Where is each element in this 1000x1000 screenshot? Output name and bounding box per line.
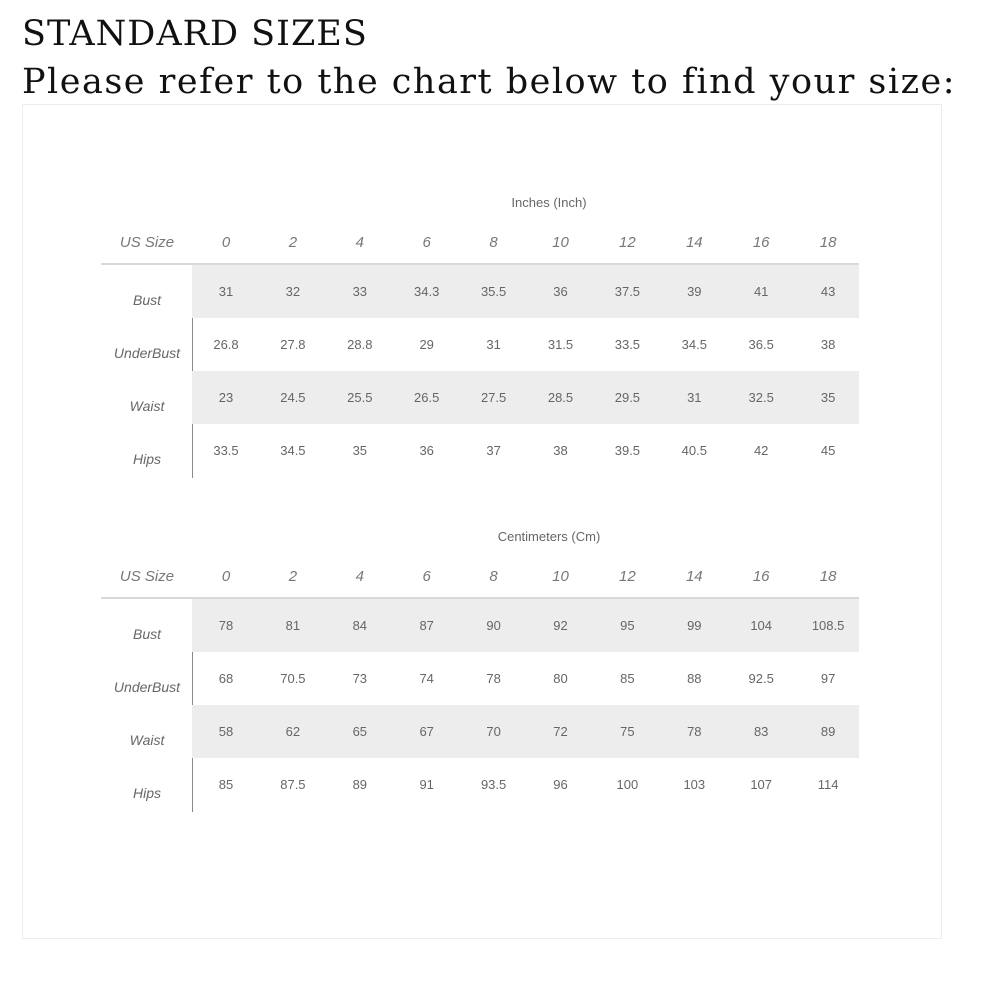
table-cell: 93.5 (480, 777, 507, 792)
measurement-label: UnderBust (113, 345, 181, 361)
size-chart-panel (22, 104, 942, 939)
size-header-cell: 16 (752, 234, 770, 251)
table-cell: 90 (486, 618, 501, 633)
table-cell: 29.5 (614, 390, 641, 405)
table-cell: 73 (352, 671, 368, 686)
size-header-cell: 18 (819, 568, 837, 585)
table-cell: 34.5 (681, 337, 707, 352)
table-caption: Centimeters (Cm) (497, 529, 601, 544)
table-cell: 31 (486, 337, 501, 352)
table-cell: 34.3 (414, 284, 440, 299)
table-cell: 78 (687, 724, 702, 739)
table-cell: 32.5 (748, 390, 774, 405)
size-header-cell: 18 (819, 234, 837, 251)
table-cell: 42 (753, 443, 769, 458)
table-cell: 75 (620, 724, 635, 739)
table-cell: 87.5 (280, 777, 306, 792)
size-header-cell: 16 (752, 568, 770, 585)
page-subtitle: Please refer to the chart below to find your size: (22, 62, 957, 102)
size-header-cell: 14 (685, 568, 703, 585)
table-cell: 62 (285, 724, 301, 739)
table-cell: 58 (218, 724, 234, 739)
table-cell: 70.5 (280, 671, 306, 686)
table-cell: 36 (553, 284, 568, 299)
size-header-cell: 4 (355, 568, 364, 585)
table-cell: 97 (820, 671, 836, 686)
table-cell: 99 (687, 618, 702, 633)
table-cell: 36.5 (748, 337, 774, 352)
table-cell: 78 (218, 618, 234, 633)
table-cell: 81 (285, 618, 301, 633)
size-header-cell: 2 (288, 234, 298, 251)
size-header-cell: 0 (221, 234, 231, 251)
measurement-label: Hips (132, 785, 161, 801)
size-header-label: US Size (119, 234, 175, 251)
table-cell: 85 (620, 671, 635, 686)
table-cell: 31 (218, 284, 234, 299)
table-cell: 70 (486, 724, 501, 739)
size-header-cell: 8 (489, 234, 498, 251)
table-cell: 45 (820, 443, 836, 458)
table-cell: 88 (687, 671, 702, 686)
table-cell: 28.5 (547, 390, 574, 405)
measurement-label: Waist (129, 398, 165, 414)
table-cell: 26.5 (414, 390, 440, 405)
table-cell: 67 (419, 724, 434, 739)
table-cell: 39 (687, 284, 702, 299)
size-header-cell: 6 (422, 234, 431, 251)
table-cell: 29 (419, 337, 434, 352)
table-cell: 114 (817, 777, 839, 792)
table-cell: 31.5 (547, 337, 574, 352)
measurement-label: Bust (132, 292, 161, 308)
size-header-cell: 2 (288, 568, 298, 585)
table-cell: 92 (553, 618, 568, 633)
table-cell: 24.5 (280, 390, 306, 405)
table-cell: 96 (553, 777, 568, 792)
size-header-cell: 0 (221, 568, 231, 585)
table-cell: 38 (553, 443, 568, 458)
table-cell: 80 (553, 671, 568, 686)
table-cell: 23 (218, 390, 234, 405)
page-title: STANDARD SIZES (22, 14, 368, 54)
measurement-label: Bust (132, 626, 161, 642)
table-cell: 65 (352, 724, 368, 739)
size-header-cell: 14 (685, 234, 703, 251)
table-cell: 108.5 (811, 618, 845, 633)
table-cell: 89 (352, 777, 368, 792)
table-cell: 37 (486, 443, 501, 458)
table-cell: 92.5 (748, 671, 774, 686)
table-cell: 41 (753, 284, 769, 299)
size-header-cell: 8 (489, 568, 498, 585)
measurement-label: Waist (129, 732, 165, 748)
table-cell: 33 (352, 284, 368, 299)
table-cell: 25.5 (347, 390, 373, 405)
table-cell: 78 (486, 671, 501, 686)
table-cell: 43 (820, 284, 836, 299)
size-header-cell: 4 (355, 234, 364, 251)
table-cell: 87 (419, 618, 434, 633)
table-cell: 72 (553, 724, 568, 739)
table-cell: 85 (218, 777, 234, 792)
size-header-cell: 6 (422, 568, 431, 585)
size-header-cell: 10 (552, 234, 569, 251)
table-cell: 37.5 (614, 284, 641, 299)
table-cell: 33.5 (614, 337, 641, 352)
table-cell: 84 (352, 618, 368, 633)
table-caption: Inches (Inch) (511, 195, 587, 210)
table-cell: 91 (419, 777, 434, 792)
size-header-label: US Size (119, 568, 175, 585)
size-header-cell: 12 (619, 568, 636, 585)
table-cell: 36 (419, 443, 434, 458)
table-cell: 100 (616, 777, 639, 792)
measurement-label: UnderBust (113, 679, 181, 695)
table-cell: 74 (419, 671, 434, 686)
table-cell: 34.5 (280, 443, 306, 458)
table-cell: 32 (285, 284, 301, 299)
table-cell: 103 (683, 777, 706, 792)
table-cell: 89 (820, 724, 836, 739)
measurement-label: Hips (132, 451, 161, 467)
table-cell: 83 (753, 724, 769, 739)
table-cell: 35 (352, 443, 368, 458)
table-cell: 38 (820, 337, 836, 352)
table-cell: 35 (820, 390, 836, 405)
table-cell: 107 (750, 777, 773, 792)
table-cell: 95 (620, 618, 635, 633)
table-cell: 27.8 (280, 337, 306, 352)
table-cell: 68 (218, 671, 234, 686)
table-cell: 31 (687, 390, 702, 405)
table-cell: 39.5 (614, 443, 641, 458)
table-cell: 27.5 (480, 390, 507, 405)
table-cell: 26.8 (213, 337, 239, 352)
table-cell: 28.8 (347, 337, 373, 352)
table-cell: 35.5 (480, 284, 507, 299)
table-cell: 33.5 (213, 443, 239, 458)
table-cell: 40.5 (681, 443, 707, 458)
size-header-cell: 10 (552, 568, 569, 585)
size-header-cell: 12 (619, 234, 636, 251)
table-cell: 104 (750, 618, 773, 633)
